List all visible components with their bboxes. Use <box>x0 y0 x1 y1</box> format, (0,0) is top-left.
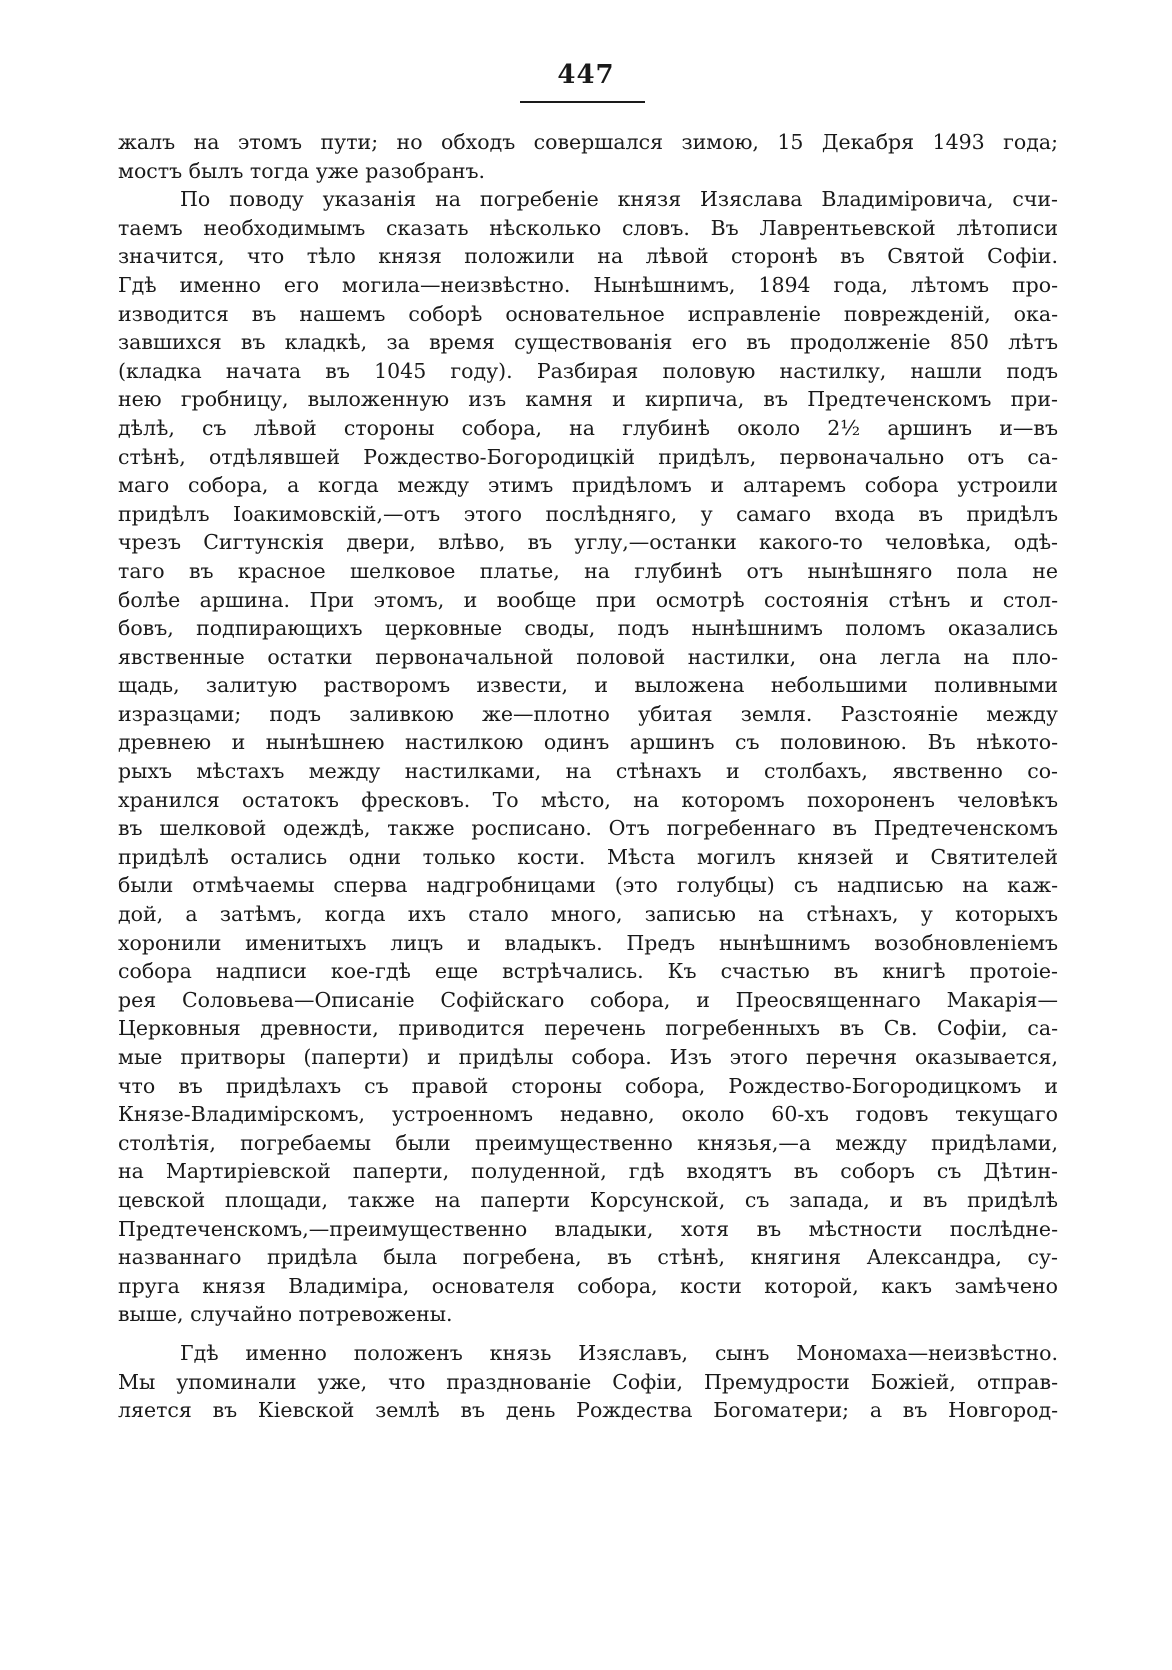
text-line: Мы упоминали уже, что празднованіе Софіи, Премудрости Божіей, отправ- <box>118 1369 1058 1394</box>
text-line: хранился остатокъ фресковъ. То мѣсто, на которомъ похороненъ человѣкъ <box>118 787 1058 812</box>
text-line: (кладка начата въ 1045 году). Разбирая половую настилку, нашли подъ <box>118 358 1058 383</box>
text-line: пруга князя Владиміра, основателя собора, кости которой, какъ замѣчено <box>118 1273 1058 1298</box>
text-line: въ шелковой одеждѣ, также росписано. Отъ погребеннаго въ Предтеченскомъ <box>118 816 1058 841</box>
text-line: маго собора, а когда между этимъ придѣломъ и алтаремъ собора устроили <box>118 473 1058 498</box>
text-line: Гдѣ именно положенъ князь Изяславъ, сынъ Мономаха—неизвѣстно. <box>180 1340 1058 1365</box>
text-line: выше, случайно потревожены. <box>118 1302 453 1327</box>
text-line: таемъ необходимымъ сказать нѣсколько словъ. Въ Лаврентьевской лѣтописи <box>118 215 1058 240</box>
text-line: придѣлѣ остались одни только кости. Мѣста могилъ князей и Святителей <box>118 844 1058 869</box>
text-line: Гдѣ именно его могила—неизвѣстно. Нынѣшнимъ, 1894 года, лѣтомъ про- <box>118 272 1058 297</box>
text-line: хоронили именитыхъ лицъ и владыкъ. Предъ нынѣшнимъ возобновленіемъ <box>118 930 1058 955</box>
text-line: бовъ, подпирающихъ церковные своды, подъ нынѣшнимъ поломъ оказались <box>118 616 1058 641</box>
text-line: древнею и нынѣшнею настилкою одинъ аршинъ съ половиною. Въ нѣкото- <box>118 730 1058 755</box>
header-rule <box>520 101 645 103</box>
text-line: явственные остатки первоначальной половой настилки, она легла на пло- <box>118 644 1058 669</box>
text-line: придѣлъ Іоакимовскій,—отъ этого послѣдняго, у самаго входа въ придѣлъ <box>118 501 1058 526</box>
text-line: собора надписи кое-гдѣ еще встрѣчались. Къ счастью въ книгѣ протоіе- <box>118 959 1058 984</box>
text-line: изводится въ нашемъ соборѣ основательное исправленіе поврежденій, ока- <box>118 301 1058 326</box>
text-line: болѣе аршина. При этомъ, и вообще при осмотрѣ состоянія стѣнъ и стол- <box>118 587 1058 612</box>
text-line: дѣлѣ, съ лѣвой стороны собора, на глубинѣ около 2½ аршинъ и—въ <box>118 415 1058 440</box>
text-line: Предтеченскомъ,—преимущественно владыки, хотя въ мѣстности послѣдне- <box>118 1216 1058 1241</box>
body-text <box>118 128 1058 1425</box>
text-line: ляется въ Кіевской землѣ въ день Рождества Богоматери; а въ Новгород- <box>118 1398 1058 1423</box>
text-line: завшихся въ кладкѣ, за время существованія его въ продолженіе 850 лѣтъ <box>118 330 1058 355</box>
text-line: нею гробницу, выложенную изъ камня и кирпича, въ Предтеченскомъ при- <box>118 387 1058 412</box>
text-line: столѣтія, погребаемы были преимущественно князья,—а между придѣлами, <box>118 1130 1058 1155</box>
text-line: стѣнѣ, отдѣлявшей Рождество-Богородицкій придѣлъ, первоначально отъ са- <box>118 444 1058 469</box>
text-line: цевской площади, также на паперти Корсунской, съ запада, и въ придѣлѣ <box>118 1187 1058 1212</box>
text-line: таго въ красное шелковое платье, на глубинѣ отъ нынѣшняго пола не <box>118 558 1058 583</box>
text-line: что въ придѣлахъ съ правой стороны собора, Рождество-Богородицкомъ и <box>118 1073 1058 1098</box>
text-line: мостъ былъ тогда уже разобранъ. <box>118 158 486 183</box>
text-line: мые притворы (паперти) и придѣлы собора. Изъ этого перечня оказывается, <box>118 1045 1058 1069</box>
text-line: чрезъ Сигтунскія двери, влѣво, въ углу,—останки какого-то человѣка, одѣ- <box>118 530 1058 555</box>
text-line: щадь, залитую растворомъ извести, и выложена небольшими поливными <box>118 673 1058 698</box>
text-line: изразцами; подъ заливкою же—плотно убитая земля. Разстояніе между <box>118 701 1058 726</box>
page-number: 447 <box>557 60 615 90</box>
text-line: По поводу указанія на погребеніе князя Изяслава Владиміровича, счи- <box>180 187 1058 212</box>
text-line: Церковныя древности, приводится перечень погребенныхъ въ Св. Софіи, са- <box>118 1016 1058 1041</box>
text-line: значится, что тѣло князя положили на лѣвой сторонѣ въ Святой Софіи. <box>118 244 1058 269</box>
text-line: Князе-Владимірскомъ, устроенномъ недавно, около 60-хъ годовъ текущаго <box>118 1102 1058 1127</box>
text-line: на Мартиріевской паперти, полуденной, гдѣ входятъ въ соборъ съ Дѣтин- <box>118 1159 1058 1184</box>
text-line: рыхъ мѣстахъ между настилками, на стѣнахъ и столбахъ, явственно со- <box>118 759 1058 784</box>
text-line: были отмѣчаемы сперва надгробницами (это голубцы) съ надписью на каж- <box>118 873 1058 898</box>
text-line: рея Соловьева—Описаніе Софійскаго собора, и Преосвященнаго Макарія— <box>118 987 1058 1012</box>
text-line: названнаго придѣла была погребена, въ стѣнѣ, княгиня Александра, су- <box>118 1245 1058 1270</box>
text-line: дой, а затѣмъ, когда ихъ стало много, записью на стѣнахъ, у которыхъ <box>118 902 1058 927</box>
text-line: жалъ на этомъ пути; но обходъ совершался зимою, 15 Декабря 1493 года; <box>118 130 1058 154</box>
paragraph-gap <box>118 1329 1058 1339</box>
